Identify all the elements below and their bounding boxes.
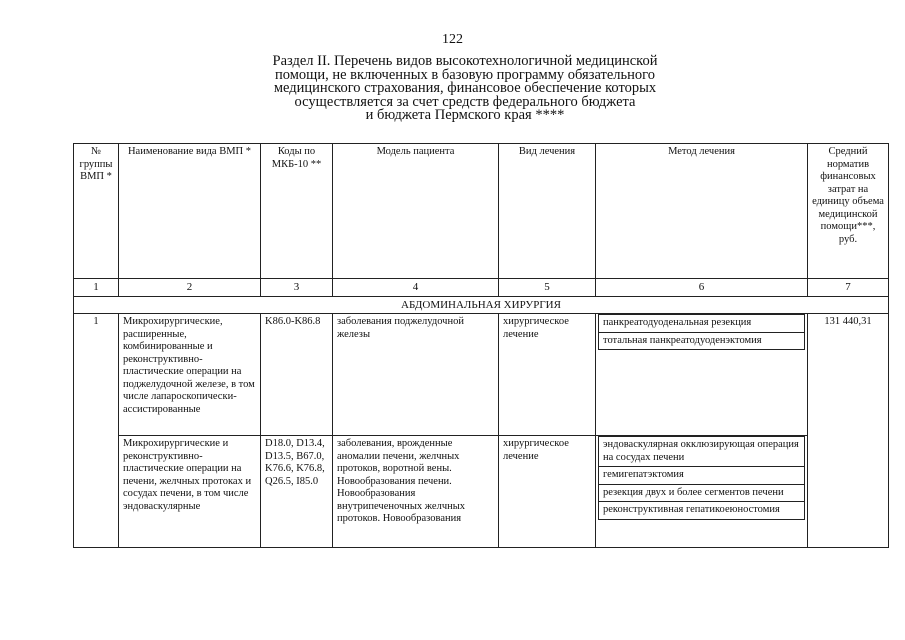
section-heading: АБДОМИНАЛЬНАЯ ХИРУРГИЯ — [74, 296, 889, 314]
treatment-methods — [596, 314, 808, 436]
col-number: 3 — [261, 279, 333, 297]
header-group-no: № группы ВМП * — [74, 144, 119, 279]
title-line: медицинского страхования, финансовое обеспечение которых — [273, 80, 657, 96]
method-item: резекция двух и более сегментов печени — [599, 484, 805, 502]
method-item: панкреатодуоденальная резекция — [599, 315, 805, 333]
table-row — [74, 436, 889, 548]
treatment-type: хирургическое лечение — [499, 436, 596, 548]
col-number: 2 — [119, 279, 261, 297]
col-number: 6 — [596, 279, 808, 297]
group-number — [74, 436, 119, 548]
title-line: осуществляется за счет средств федерального бюджета — [294, 93, 636, 110]
header-model: Модель пациента — [333, 144, 499, 279]
col-number: 5 — [499, 279, 596, 297]
title-line: Раздел II. Перечень видов высокотехнологичной медицинской — [272, 53, 658, 69]
group-number: 1 — [74, 314, 119, 436]
icd-codes: D18.0, D13.4, D13.5, B67.0, K76.6, K76.8, Q26.5, I85.0 — [261, 436, 333, 548]
cost-value: 131 440,31 — [808, 314, 889, 436]
column-number-row — [74, 279, 889, 297]
vmp-name: Микрохирургические, расширенные, комбинированные и реконструктивно-пластические операции на поджелудочной железе, в том числе лапароскопически-ассистированные — [119, 314, 261, 436]
method-list — [598, 314, 805, 350]
title-line: помощи, не включенных в базовую программу обязательного — [275, 66, 655, 83]
header-row — [74, 144, 889, 279]
icd-codes: K86.0-K86.8 — [261, 314, 333, 436]
header-method: Метод лечения — [596, 144, 808, 279]
section-row — [74, 296, 889, 314]
vmp-table — [73, 143, 889, 548]
patient-model: заболевания, врожденные аномалии печени, желчных протоков, воротной вены. Новообразования печени. Новообразования внутрипеченочных желчных протоков. Новообразования — [333, 436, 499, 548]
method-item: гемигепатэктомия — [599, 467, 805, 485]
treatment-methods — [596, 436, 808, 548]
page-number: 122 — [442, 32, 463, 47]
treatment-type: хирургическое лечение — [499, 314, 596, 436]
col-number: 1 — [74, 279, 119, 297]
cost-value — [808, 436, 889, 548]
method-item: эндоваскулярная окклюзирующая операция на сосудах печени — [599, 437, 805, 467]
header-codes: Коды по МКБ-10 ** — [261, 144, 333, 279]
table-row — [74, 314, 889, 436]
col-number: 7 — [808, 279, 889, 297]
header-type: Вид лечения — [499, 144, 596, 279]
vmp-name: Микрохирургические и реконструктивно-пластические операции на печени, желчных протоках и сосудах печени, в том числе эндоваскулярные — [119, 436, 261, 548]
header-cost: Средний норматив финансовых затрат на единицу объема медицинской помощи***, руб. — [808, 144, 889, 279]
method-item: тотальная панкреатодуоденэктомия — [599, 332, 805, 350]
section-title — [230, 55, 700, 123]
col-number: 4 — [333, 279, 499, 297]
method-list — [598, 436, 805, 520]
patient-model: заболевания поджелудочной железы — [333, 314, 499, 436]
title-line: и бюджета Пермского края **** — [365, 107, 565, 123]
method-item: реконструктивная гепатикоеюностомия — [599, 502, 805, 520]
header-name: Наименование вида ВМП * — [119, 144, 261, 279]
